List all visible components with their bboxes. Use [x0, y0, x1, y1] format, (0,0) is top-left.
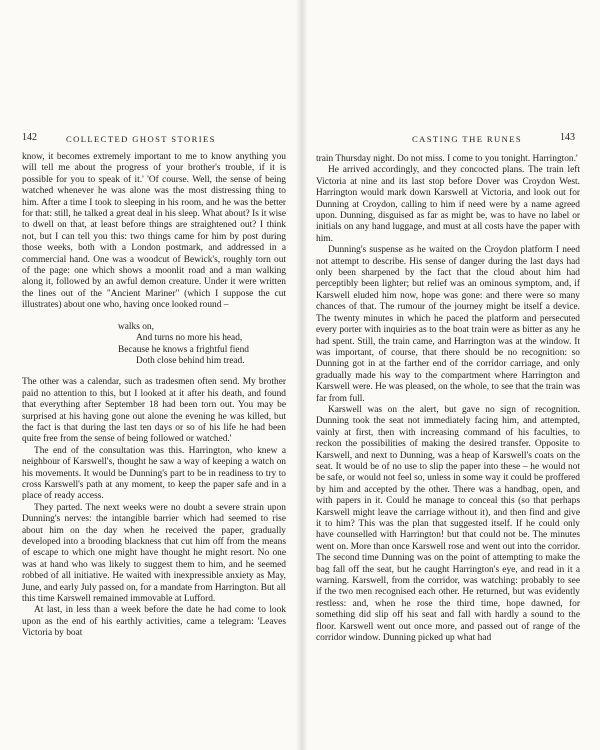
paragraph: Karswell was on the alert, but gave no sign of recognition. Dunning took the seat not immediately facing him, and attempted, vainly at first, then with increasing command of his faculties, to reckon the possibilities of making the desired transfer. Opposite to Karswell, and next to Dunning, was a heap of Karswell's coats on the seat. It would be of no use to slip the paper into these – he would not be safe, or would not feel so, unless in some way it could be proffered by him and accepted by the other. There was a handbag, open, and with papers in it. Could he manage to conceal this (so that perhaps Karswell might leave the carriage without it), and then find and give it to him? This was the plan that suggested itself. If he could only have counselled with Harrington! but that could not be. The minutes went on. More than once Karswell rose and went out into the corridor. The second time Dunning was on the point of attempting to make the bag fall off the seat, but he caught Harrington's eye, and read in it a warning. Karswell, from the corridor, was watching: probably to see if the two men recognised each other. He returned, but was evidently restless: and, when he rose the third time, hope dawned, for something did slip off his seat and fall with hardly a sound to the floor. Karswell went out once more, and passed out of range of the corridor window. Dunning picked up what had	[316, 404, 580, 644]
page-number-right: 143	[560, 132, 575, 143]
page-number-left: 142	[22, 132, 37, 143]
verse-line: walks on,	[118, 321, 154, 332]
paragraph: The other was a calendar, such as tradesmen often send. My brother paid no attention to this, but I looked at it after his death, and found that everything after September 18 had been torn out. You may be surprised at his having gone out alone the evening he was killed, but the fact is that during the last ten days or so of his life he had been quite free from the sense of being followed or watched.'	[22, 377, 286, 445]
book-gutter	[296, 0, 308, 750]
verse-quote	[118, 322, 286, 368]
paragraph: He arrived accordingly, and they concocted plans. The train left Victoria at nine and its last stop before Dover was Croydon West. Harrington would mark down Karswell at Victoria, and look out for Dunning at Croydon, calling to him if need were by a name agreed upon. Dunning, disguised as far as might be, was to have no label or initials on any hand luggage, and must at all costs have the paper with him.	[316, 165, 580, 244]
left-page-body	[22, 152, 286, 640]
verse-line: Doth close behind him tread.	[136, 355, 245, 366]
running-head-left: COLLECTED GHOST STORIES	[66, 134, 216, 144]
right-page-body	[316, 154, 580, 644]
right-page	[302, 0, 600, 750]
paragraph: At last, in less than a week before the date he had come to look upon as the end of his earthly activities, came a telegram: 'Leaves Victoria by boat	[22, 605, 286, 639]
paragraph: train Thursday night. Do not miss. I come to you tonight. Harrington.'	[316, 154, 578, 164]
paragraph: know, it becomes extremely important to me to know anything you will tell me about the progress of your brother's trouble, if it is possible for you to speak of it.' 'Of course. Well, the sense of being watched whenever he was alone was the most distressing thing to him. After a time I took to sleeping in his room, and he was the better for that: still, he talked a great deal in his sleep. What about? Is it wise to dwell on that, at least before things are straightened out? I think not, but I can tell you this: two things came for him by post during those weeks, both with a London postmark, and addressed in a commercial hand. One was a woodcut of Bewick's, roughly torn out of the page: one which shows a moonlit road and a man walking along it, followed by an awful demon creature. Under it were written the lines out of the "Ancient Mariner" (which I suppose the cut illustrates) about one who, having once looked round –	[22, 152, 286, 311]
paragraph: Dunning's suspense as he waited on the Croydon platform I need not attempt to describe. His sense of danger during the last days had only been sharpened by the fact that the cloud about him had perceptibly been lighter; but relief was an ominous symptom, and, if Karswell eluded him now, hope was gone: and there were so many chances of that. The rumour of the journey might be itself a device. The twenty minutes in which he paced the platform and persecuted every porter with inquiries as to the boat train were as bitter as any he had spent. Still, the train came, and Harrington was at the window. It was important, of course, that there should be no recognition: so Dunning got in at the farther end of the corridor carriage, and only gradually made his way to the compartment where Harrington and Karswell were. He was pleased, on the whole, to see that the train was far from full.	[316, 245, 580, 404]
paragraph: The end of the consultation was this. Harrington, who knew a neighbour of Karswell's, thought he saw a way of keeping a watch on his movements. It would be Dunning's part to be in readiness to try to cross Karswell's path at any moment, to keep the paper safe and in a place of ready access.	[22, 445, 286, 502]
paragraph: They parted. The next weeks were no doubt a severe strain upon Dunning's nerves: the intangible barrier which had seemed to rise about him on the day when he received the paper, gradually developed into a brooding blackness that cut him off from the means of escape to which one might have thought he might resort. No one was at hand who was likely to suggest them to him, and he seemed robbed of all initiative. He waited with inexpressible anxiety as May, June, and early July passed on, for a mandate from Harrington. But all this time Karswell remained immovable at Lufford.	[22, 502, 286, 605]
running-head-right: CASTING THE RUNES	[412, 134, 523, 144]
verse-line: And turns no more his head,	[136, 333, 243, 344]
verse-line: Because he knows a frightful fiend	[118, 344, 249, 355]
